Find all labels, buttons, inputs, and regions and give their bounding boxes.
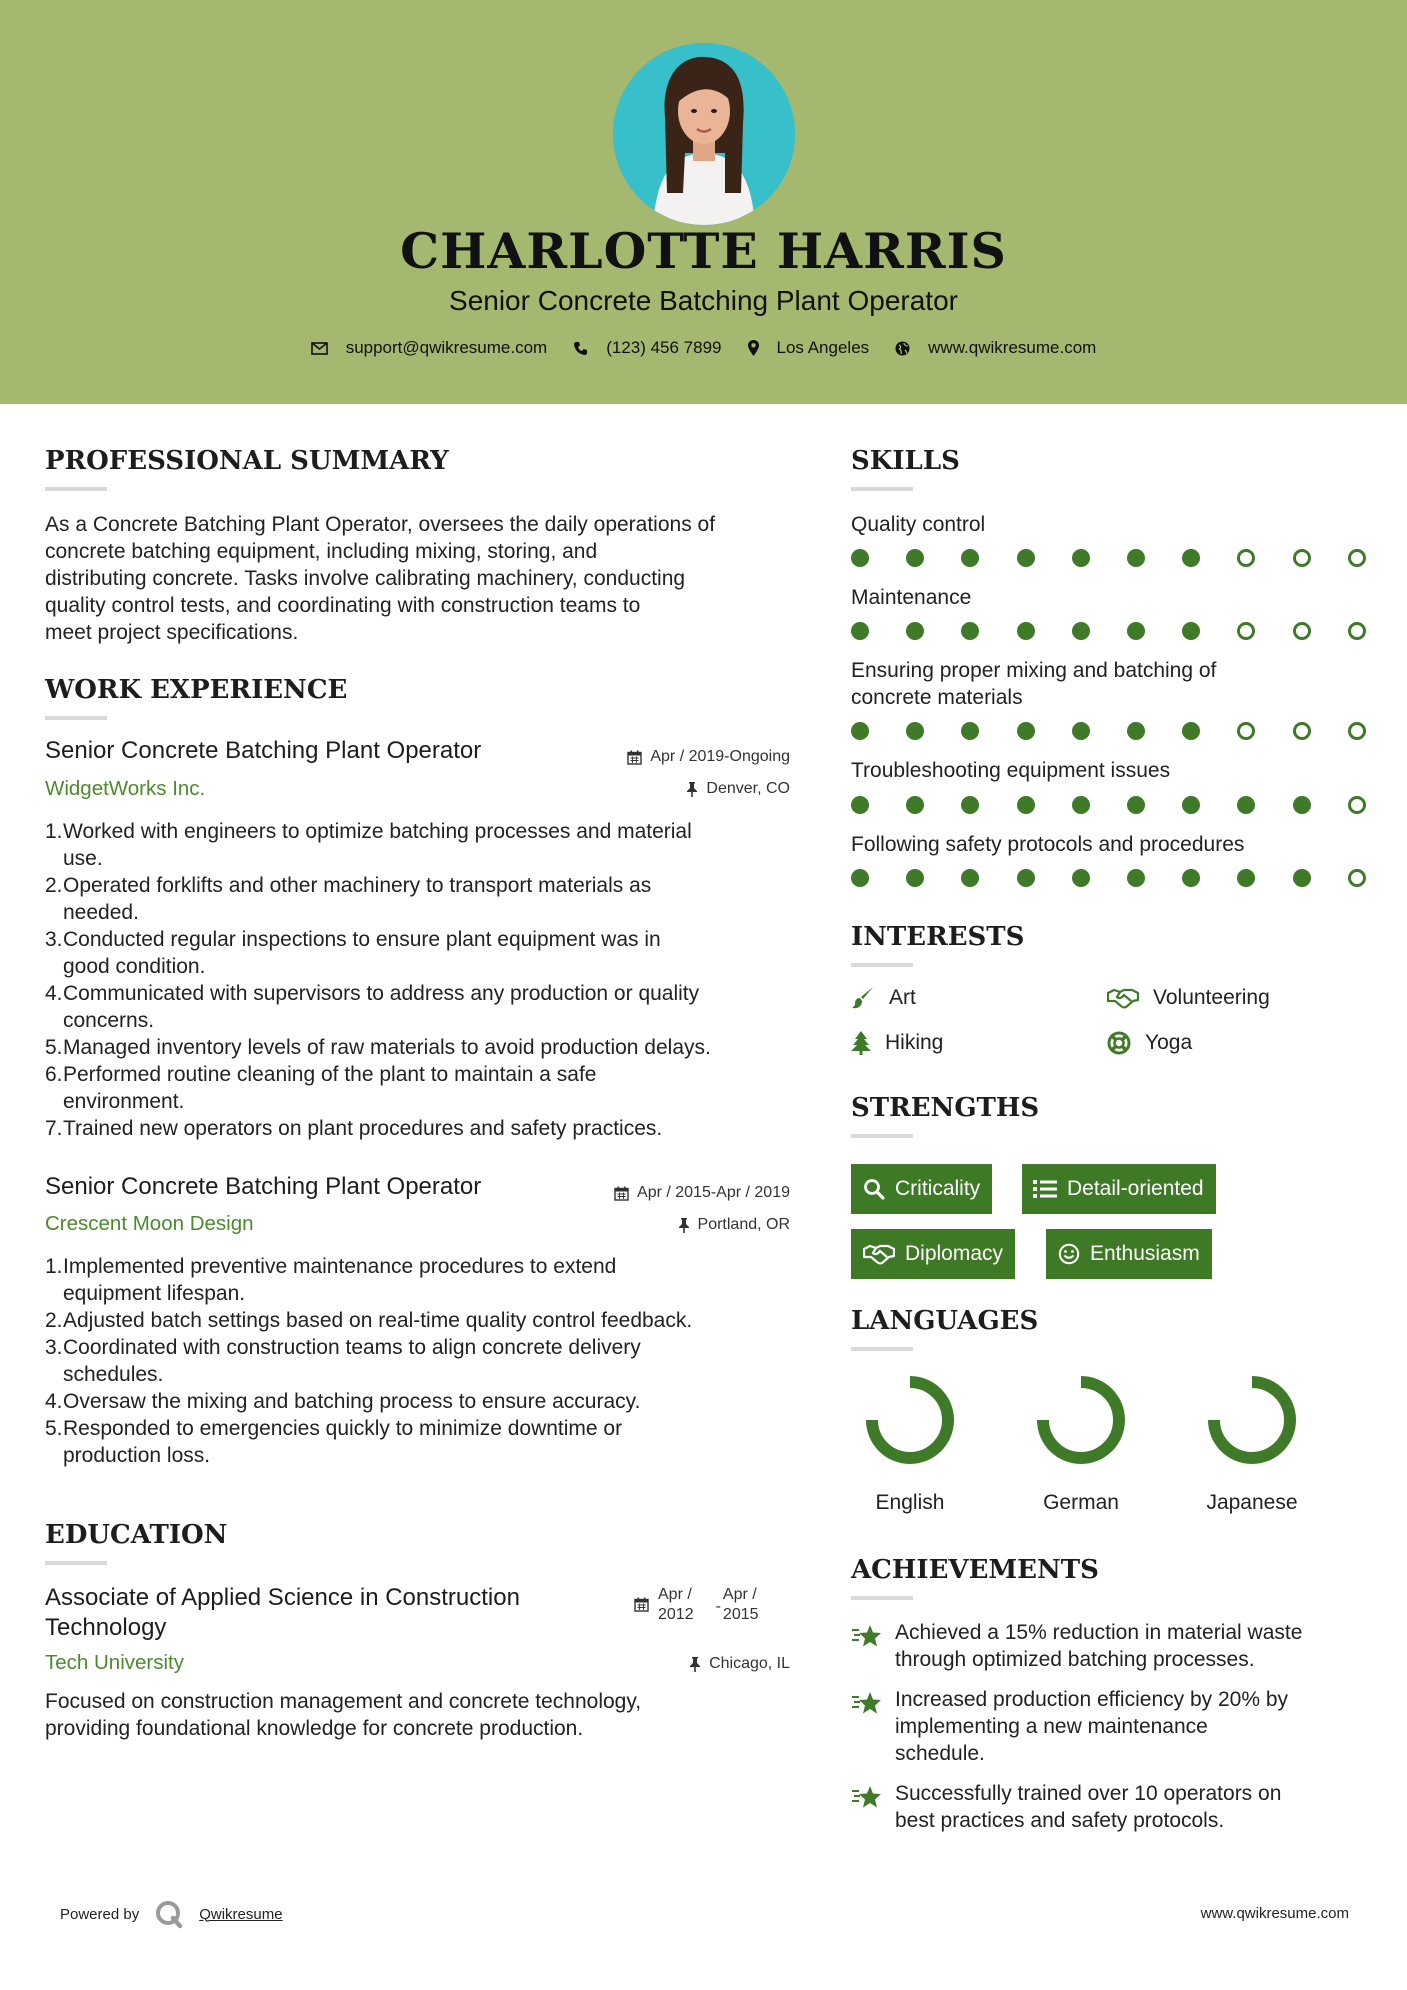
achievement-text — [895, 1619, 1302, 1673]
degree-line: Associate of Applied Science in Construction — [45, 1584, 520, 1611]
job-location-text: Portland, OR — [697, 1216, 790, 1233]
education-desc-line: Focused on construction management and concrete technology, — [45, 1690, 642, 1713]
achievement-text — [895, 1686, 1288, 1767]
interest-label: Volunteering — [1153, 986, 1270, 1009]
list-item — [45, 872, 810, 926]
job-dates — [560, 1184, 790, 1202]
list-number: 3. — [45, 928, 63, 951]
interests-heading: INTERESTS — [851, 922, 1025, 952]
language-label: German — [1043, 1491, 1119, 1514]
interest-item — [851, 1031, 943, 1055]
rating-dot-filled — [906, 722, 924, 740]
list-text: Operated forklifts and other machinery to transport materials as — [63, 874, 652, 897]
rating-dot-filled — [1182, 869, 1200, 887]
education-description — [45, 1688, 810, 1742]
education-desc-line: providing foundational knowledge for concrete production. — [45, 1717, 584, 1740]
strength-label: Detail-oriented — [1067, 1177, 1204, 1200]
language-label: Japanese — [1206, 1491, 1298, 1514]
rating-dot-filled — [1017, 796, 1035, 814]
strength-badge — [851, 1164, 992, 1214]
rating-dot-empty — [1348, 549, 1366, 567]
degree-title — [45, 1583, 520, 1643]
list-number: 5. — [45, 1417, 63, 1440]
footer-url[interactable]: www.qwikresume.com — [1200, 1905, 1349, 1922]
job-location — [560, 780, 790, 798]
rating-dot-filled — [961, 622, 979, 640]
rating-dot-filled — [906, 796, 924, 814]
contact-bar — [0, 338, 1407, 358]
list-text-cont: equipment lifespan. — [63, 1282, 246, 1305]
contact-email[interactable] — [311, 338, 548, 358]
job-title: Senior Concrete Batching Plant Operator — [45, 737, 482, 764]
rating-dot-filled — [1072, 796, 1090, 814]
rating-dot-filled — [1127, 622, 1145, 640]
skill-label-line: concrete materials — [851, 686, 1023, 709]
rating-dot-empty — [1348, 622, 1366, 640]
rating-dot-filled — [1127, 869, 1145, 887]
handshake-icon — [1107, 987, 1139, 1009]
achievements-divider — [851, 1596, 913, 1600]
calendar-icon — [614, 1186, 629, 1201]
rating-dot-filled — [1127, 722, 1145, 740]
education-divider — [45, 1561, 107, 1565]
profile-photo-illustration — [613, 43, 795, 225]
interest-item — [1107, 986, 1270, 1010]
achievement-line: through optimized batching processes. — [895, 1648, 1255, 1671]
rating-dot-filled — [906, 549, 924, 567]
education-location — [560, 1655, 790, 1673]
list-icon — [1033, 1179, 1057, 1199]
rating-dot-filled — [851, 722, 869, 740]
rating-dot-filled — [851, 796, 869, 814]
education-end — [723, 1585, 759, 1625]
rating-dot-filled — [906, 622, 924, 640]
list-number: 5. — [45, 1036, 63, 1059]
rating-dot-filled — [1293, 796, 1311, 814]
list-text-cont: use. — [63, 847, 103, 870]
list-item — [45, 1253, 810, 1307]
education-dates — [634, 1585, 759, 1625]
achievements-heading: ACHIEVEMENTS — [851, 1555, 1099, 1585]
achievement-line: schedule. — [895, 1742, 985, 1765]
list-text: Adjusted batch settings based on real-time quality control feedback. — [63, 1309, 693, 1332]
list-item — [45, 1307, 810, 1334]
education-start — [658, 1585, 694, 1625]
list-text-cont: concerns. — [63, 1009, 155, 1032]
rating-dot-filled — [1017, 869, 1035, 887]
skill-label: Following safety protocols and procedures — [851, 833, 1245, 856]
list-number: 7. — [45, 1117, 63, 1140]
language-ring-german — [1043, 1382, 1119, 1458]
rating-dot-filled — [1017, 722, 1035, 740]
achievement-line: Successfully trained over 10 operators on — [895, 1782, 1282, 1805]
search-icon — [863, 1178, 885, 1200]
list-text-cont: needed. — [63, 901, 139, 924]
language-ring-english — [872, 1382, 948, 1458]
powered-by-text: Powered by — [60, 1905, 140, 1923]
map-pin-icon — [748, 340, 759, 356]
pushpin-icon — [686, 782, 698, 797]
rating-dot-filled — [851, 549, 869, 567]
interest-label: Yoga — [1145, 1031, 1193, 1054]
skill-rating — [851, 869, 1363, 889]
rating-dot-filled — [1127, 549, 1145, 567]
strength-label: Enthusiasm — [1090, 1242, 1200, 1265]
pushpin-icon — [678, 1218, 690, 1233]
list-text-cont: good condition. — [63, 955, 206, 978]
list-item — [45, 1334, 810, 1388]
rating-dot-filled — [961, 796, 979, 814]
education-location-text: Chicago, IL — [709, 1655, 790, 1672]
list-number: 1. — [45, 820, 63, 843]
lifering-icon — [1107, 1031, 1131, 1055]
list-number: 4. — [45, 1390, 63, 1413]
list-item — [45, 926, 810, 980]
job-location — [560, 1216, 790, 1234]
avatar — [613, 43, 795, 225]
rating-dot-empty — [1348, 869, 1366, 887]
date-separator: - — [715, 1598, 721, 1615]
interest-label: Art — [889, 986, 916, 1009]
rating-dot-filled — [906, 869, 924, 887]
experience-divider — [45, 716, 107, 720]
job-dates-text: Apr / 2015-Apr / 2019 — [637, 1184, 790, 1201]
contact-phone[interactable] — [573, 338, 721, 358]
list-text: Conducted regular inspections to ensure plant equipment was in — [63, 928, 661, 951]
list-text-cont: schedules. — [63, 1363, 164, 1386]
summary-line: concrete batching equipment, including mixing, storing, and — [45, 540, 598, 563]
star-award-icon — [851, 1623, 883, 1649]
list-text: Trained new operators on plant procedures and safety practices. — [63, 1117, 663, 1140]
achievement-item — [851, 1686, 1371, 1767]
summary-text — [45, 511, 805, 646]
rating-dot-filled — [1072, 549, 1090, 567]
list-item — [45, 980, 810, 1034]
list-text: Responded to emergencies quickly to minimize downtime or — [63, 1417, 623, 1440]
summary-line: quality control tests, and coordinating with construction teams to — [45, 594, 641, 617]
rating-dot-empty — [1293, 549, 1311, 567]
skill-rating — [851, 796, 1363, 816]
calendar-icon — [634, 1597, 649, 1612]
summary-divider — [45, 487, 107, 491]
list-item — [45, 1415, 810, 1469]
rating-dot-empty — [1237, 622, 1255, 640]
calendar-icon — [627, 750, 642, 765]
list-text-cont: production loss. — [63, 1444, 211, 1467]
qwikresume-logo-icon — [153, 1898, 185, 1930]
star-award-icon — [851, 1784, 883, 1810]
list-number: 2. — [45, 874, 63, 897]
list-text: Coordinated with construction teams to align concrete delivery — [63, 1336, 641, 1359]
list-number: 1. — [45, 1255, 63, 1278]
strength-badge — [851, 1229, 1015, 1279]
list-number: 3. — [45, 1336, 63, 1359]
job-title: Senior Concrete Batching Plant Operator — [45, 1173, 482, 1200]
job-duties-list — [45, 1253, 810, 1469]
strengths-divider — [851, 1134, 913, 1138]
candidate-role: Senior Concrete Batching Plant Operator — [449, 285, 958, 316]
skill-rating — [851, 722, 1363, 742]
rating-dot-filled — [1182, 722, 1200, 740]
rating-dot-filled — [851, 622, 869, 640]
rating-dot-filled — [1017, 622, 1035, 640]
interest-item — [851, 986, 916, 1010]
list-text: Implemented preventive maintenance procedures to extend — [63, 1255, 617, 1278]
rating-dot-empty — [1348, 722, 1366, 740]
skills-heading: SKILLS — [851, 446, 960, 476]
rating-dot-empty — [1237, 722, 1255, 740]
list-text-cont: environment. — [63, 1090, 185, 1113]
rating-dot-filled — [1237, 796, 1255, 814]
strength-label: Diplomacy — [905, 1242, 1004, 1265]
rating-dot-filled — [1072, 722, 1090, 740]
globe-icon — [895, 341, 910, 356]
summary-line: distributing concrete. Tasks involve calibrating machinery, conducting — [45, 567, 686, 590]
rating-dot-empty — [1348, 796, 1366, 814]
list-text: Managed inventory levels of raw materials to avoid production delays. — [63, 1036, 711, 1059]
job-location-text: Denver, CO — [706, 780, 790, 797]
education-end-month: Apr / — [722, 1586, 757, 1603]
list-number: 4. — [45, 982, 63, 1005]
skill-label: Troubleshooting equipment issues — [851, 759, 1171, 782]
rating-dot-filled — [1182, 549, 1200, 567]
rating-dot-filled — [1072, 622, 1090, 640]
list-item — [45, 818, 810, 872]
star-award-icon — [851, 1690, 883, 1716]
contact-location-text: Los Angeles — [776, 338, 870, 357]
rating-dot-filled — [1182, 796, 1200, 814]
skill-rating — [851, 622, 1363, 642]
list-item — [45, 1115, 810, 1142]
achievement-line: implementing a new maintenance — [895, 1715, 1208, 1738]
interest-label: Hiking — [885, 1031, 944, 1054]
achievement-line: Achieved a 15% reduction in material waste — [895, 1621, 1303, 1644]
achievement-line: Increased production efficiency by 20% by — [895, 1688, 1289, 1711]
job-company: WidgetWorks Inc. — [45, 777, 206, 800]
language-label: English — [875, 1491, 945, 1514]
summary-line: meet project specifications. — [45, 621, 299, 644]
skill-label: Maintenance — [851, 586, 972, 609]
list-item — [45, 1034, 810, 1061]
contact-website-text: www.qwikresume.com — [928, 338, 1097, 357]
strength-badge — [1022, 1164, 1216, 1214]
education-start-month: Apr / — [658, 1586, 692, 1603]
candidate-name: CHARLOTTE HARRIS — [400, 222, 1007, 280]
strength-badge — [1046, 1229, 1212, 1279]
brand-link[interactable]: Qwikresume — [199, 1905, 283, 1923]
contact-location — [748, 338, 870, 358]
education-end-year: 2015 — [722, 1606, 759, 1623]
job-dates — [560, 748, 790, 766]
rating-dot-filled — [851, 869, 869, 887]
rating-dot-empty — [1293, 622, 1311, 640]
rating-dot-empty — [1293, 722, 1311, 740]
skill-rating — [851, 549, 1363, 569]
rating-dot-filled — [1237, 869, 1255, 887]
list-number: 6. — [45, 1063, 63, 1086]
job-company: Crescent Moon Design — [45, 1212, 254, 1235]
job-duties-list — [45, 818, 810, 1142]
job-dates-text: Apr / 2019-Ongoing — [650, 748, 790, 765]
rating-dot-filled — [1017, 549, 1035, 567]
list-text: Oversaw the mixing and batching process to ensure accuracy. — [63, 1390, 641, 1413]
achievement-item — [851, 1780, 1371, 1834]
rating-dot-filled — [961, 722, 979, 740]
paintbrush-icon — [851, 986, 875, 1010]
skills-divider — [851, 487, 913, 491]
strengths-heading: STRENGTHS — [851, 1093, 1040, 1123]
languages-divider — [851, 1347, 913, 1351]
list-text: Worked with engineers to optimize batching processes and material — [63, 820, 692, 843]
contact-phone-text: (123) 456 7899 — [606, 338, 722, 357]
rating-dot-empty — [1237, 549, 1255, 567]
contact-website[interactable] — [895, 338, 1096, 358]
list-item — [45, 1061, 810, 1115]
smile-icon — [1058, 1243, 1080, 1265]
list-item — [45, 1388, 810, 1415]
rating-dot-filled — [961, 549, 979, 567]
list-text: Communicated with supervisors to address any production or quality — [63, 982, 700, 1005]
rating-dot-filled — [1182, 622, 1200, 640]
list-number: 2. — [45, 1309, 63, 1332]
phone-icon — [573, 341, 588, 356]
rating-dot-filled — [1293, 869, 1311, 887]
skill-label: Quality control — [851, 513, 986, 536]
achievement-text — [895, 1780, 1281, 1834]
interests-divider — [851, 963, 913, 967]
achievement-line: best practices and safety protocols. — [895, 1809, 1225, 1832]
experience-heading: WORK EXPERIENCE — [45, 675, 348, 705]
strength-label: Criticality — [895, 1177, 981, 1200]
rating-dot-filled — [1072, 869, 1090, 887]
skill-label — [851, 657, 1216, 711]
languages-heading: LANGUAGES — [851, 1306, 1039, 1336]
interest-item — [1107, 1031, 1192, 1055]
handshake-icon — [863, 1243, 895, 1265]
summary-line: As a Concrete Batching Plant Operator, oversees the daily operations of — [45, 513, 716, 536]
envelope-icon — [311, 342, 328, 355]
tree-icon — [851, 1031, 871, 1055]
pushpin-icon — [689, 1657, 701, 1672]
header-banner — [0, 0, 1407, 404]
list-text: Performed routine cleaning of the plant to maintain a safe — [63, 1063, 597, 1086]
rating-dot-filled — [1127, 796, 1145, 814]
degree-line: Technology — [45, 1614, 167, 1641]
education-start-year: 2012 — [658, 1606, 694, 1623]
summary-heading: PROFESSIONAL SUMMARY — [45, 446, 449, 476]
language-rings — [840, 1370, 1340, 1490]
footer-powered-by — [60, 1898, 283, 1930]
achievement-item — [851, 1619, 1371, 1673]
contact-email-text: support@qwikresume.com — [345, 338, 548, 357]
education-heading: EDUCATION — [45, 1520, 228, 1550]
language-ring-japanese — [1214, 1382, 1290, 1458]
skill-label-line: Ensuring proper mixing and batching of — [851, 659, 1217, 682]
school-name: Tech University — [45, 1651, 184, 1674]
rating-dot-filled — [961, 869, 979, 887]
